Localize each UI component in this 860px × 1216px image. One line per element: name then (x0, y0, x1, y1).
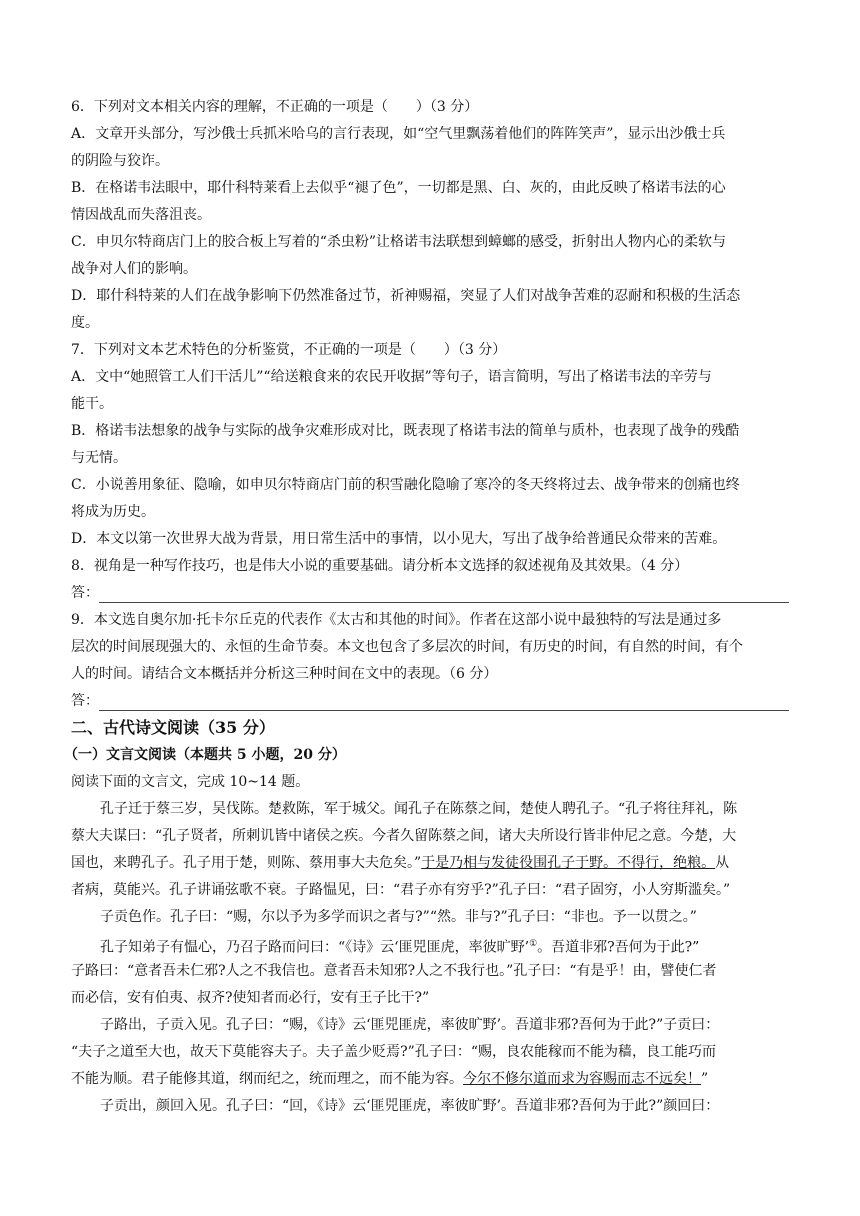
passage-p3-line1 (100, 934, 699, 954)
q6-option-c-cont: 战争对人们的影响。 (71, 261, 197, 277)
q6-stem: 6．下列对文本相关内容的理解，不正确的一项是（ ）（3 分） (71, 99, 479, 115)
q6-option-b: B．在格诺韦法眼中，耶什科特莱看上去似乎“褪了色”，一切都是黑、白、灰的，由此反映了格诺韦法的心 (71, 180, 726, 196)
reading-instruction: 阅读下面的文言文，完成 10~14 题。 (71, 774, 310, 790)
passage-p5: 子贡出，颜回入见。孔子曰：“回，《诗》云‘匪兕匪虎，率彼旷野’。吾道非邪?吾何为于此?”颜回曰： (100, 1098, 720, 1114)
q9-stem-line1: 9．本文选自奥尔加·托卡尔丘克的代表作《太古和其他的时间》。作者在这部小说中最独特的写法是通过多 (71, 612, 722, 628)
q7-stem: 7．下列对文本艺术特色的分析鉴赏，不正确的一项是（ ）（3 分） (71, 342, 507, 358)
passage-p1-line4: 者病，莫能兴。孔子讲诵弦歌不衰。子路愠见，曰：“君子亦有穷乎?”孔子曰：“君子固穷，小人穷斯滥矣。” (71, 882, 731, 898)
passage-text: 。吾道非邪?吾何为于此?” (537, 939, 700, 956)
passage-text: 不能为顺。君子能修其道，纲而纪之，统而理之，而不能为容。 (71, 1071, 463, 1087)
passage-p2: 子贡色作。孔子曰：“赐，尔以予为多学而识之者与?”“然。非与?”孔子曰：“非也。予一以贯之。” (100, 909, 697, 925)
passage-p1-line3 (71, 853, 729, 873)
passage-p1-line2: 蔡大夫谋曰：“孔子贤者，所刺讥皆中诸侯之疾。今者久留陈蔡之间，诸大夫所设行皆非仲尼之意。今楚，大 (71, 828, 737, 844)
passage-text: 从 (715, 855, 730, 871)
passage-p3-line3: 而必信，安有伯夷、叔齐?使知者而必行，安有王子比干?” (71, 990, 430, 1006)
q7-option-c: C．小说善用象征、隐喻，如申贝尔特商店门前的积雪融化隐喻了寒冷的冬天终将过去、战争带来的创痛也终 (71, 477, 740, 493)
q6-option-d-cont: 度。 (71, 315, 99, 331)
underlined-sentence: 于是乃相与发徒役围孔子于野。不得行，绝粮。 (421, 855, 716, 871)
subsection-heading: （一）文言文阅读（本题共 5 小题，20 分） (64, 747, 346, 763)
q7-option-c-cont: 将成为历史。 (71, 504, 155, 520)
q9-answer-label: 答： (71, 693, 99, 709)
q8-answer-label: 答： (71, 585, 99, 601)
footnote-marker: ① (529, 939, 538, 949)
q9-answer-blank[interactable] (99, 696, 789, 711)
q6-option-a: A．文章开头部分，写沙俄士兵抓米哈乌的言行表现，如“空气里飘荡着他们的阵阵笑声”，显示出沙俄士兵 (71, 126, 726, 142)
underlined-sentence: 今尔不修尔道而求为容赐而志不远矣！ (463, 1071, 701, 1087)
q6-option-a-cont: 的阴险与狡诈。 (71, 153, 169, 169)
passage-p4-line1: 子路出，子贡入见。孔子曰：“赐，《诗》云‘匪兕匪虎，率彼旷野’。吾道非邪?吾何为于此?”子贡曰： (100, 1017, 720, 1033)
q7-option-d: D．本文以第一次世界大战为背景，用日常生活中的事情，以小见大，写出了战争给普通民众带来的苦难。 (71, 531, 727, 547)
passage-p3-line2: 子路曰：“意者吾未仁邪?人之不我信也。意者吾未知邪?人之不我行也。”孔子曰：“有是乎！由，譬使仁者 (71, 963, 717, 979)
passage-p4-line3 (71, 1069, 708, 1089)
passage-p1-line1: 孔子迁于蔡三岁，吴伐陈。楚救陈，军于城父。闻孔子在陈蔡之间，楚使人聘孔子。“孔子将往拜礼，陈 (100, 801, 738, 817)
q6-option-b-cont: 情因战乱而失落沮丧。 (71, 207, 211, 223)
q7-option-b: B．格诺韦法想象的战争与实际的战争灾难形成对比，既表现了格诺韦法的简单与质朴，也表现了战争的残酷 (71, 423, 740, 439)
section-heading: 二、古代诗文阅读（35 分） (71, 718, 275, 737)
q7-option-b-cont: 与无情。 (71, 450, 127, 466)
q7-option-a-cont: 能干。 (71, 396, 113, 412)
q9-stem-line3: 人的时间。请结合文本概括并分析这三种时间在文中的表现。（6 分） (71, 666, 498, 682)
q8-answer-blank[interactable] (99, 588, 789, 603)
q6-option-c: C．申贝尔特商店门上的胶合板上写着的“杀虫粉”让格诺韦法联想到蟑螂的感受，折射出人物内心的柔软与 (71, 234, 727, 250)
q7-option-a: A．文中“她照管工人们干活儿”“给送粮食来的农民开收据”等句子，语言简明，写出了格诺韦法的辛劳与 (71, 369, 712, 385)
q8-stem: 8．视角是一种写作技巧，也是伟大小说的重要基础。请分析本文选择的叙述视角及其效果。（4 分） (71, 558, 689, 574)
passage-p4-line2: “夫子之道至大也，故天下莫能容夫子。夫子盖少贬焉?”孔子曰：“赐，良农能稼而不能为穑，良工能巧而 (71, 1044, 716, 1060)
q8-answer-line (71, 583, 789, 603)
q9-answer-line (71, 691, 789, 711)
passage-text: ” (701, 1071, 709, 1087)
passage-text: 孔子知弟子有愠心，乃召子路而问曰：“《诗》云‘匪兕匪虎，率彼旷野’ (100, 939, 530, 956)
passage-text: 国也，来聘孔子。孔子用于楚，则陈、蔡用事大夫危矣。” (71, 855, 422, 871)
q9-stem-line2: 层次的时间展现强大的、永恒的生命节奏。本文也包含了多层次的时间，有历史的时间，有自然的时间，有个 (71, 639, 743, 655)
q6-option-d: D．耶什科特莱的人们在战争影响下仍然准备过节，祈神赐福，突显了人们对战争苦难的忍耐和积极的生活态 (71, 288, 741, 304)
